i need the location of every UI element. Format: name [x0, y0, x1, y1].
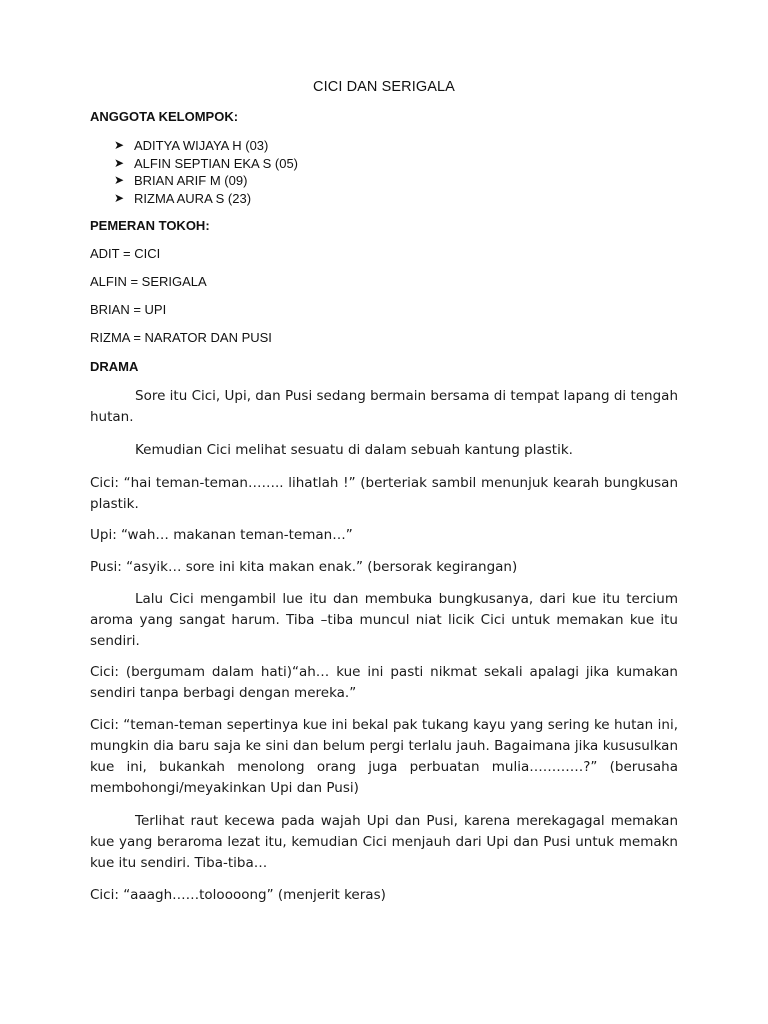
- dialogue-paragraph: Cici: (bergumam dalam hati)“ah… kue ini pasti nikmat sekali apalagi jika kumakan sendiri tanpa berbagi dengan mereka.”: [90, 664, 678, 701]
- narration-paragraph: Kemudian Cici melihat sesuatu di dalam sebuah kantung plastik.: [135, 442, 573, 458]
- narration-paragraph: Sore itu Cici, Upi, dan Pusi sedang bermain bersama di tempat lapang di tengah hutan.: [90, 388, 678, 425]
- list-item: ➤ RIZMA AURA S (23): [114, 190, 252, 206]
- cast-heading: PEMERAN TOKOH:: [90, 218, 210, 233]
- dialogue-paragraph: Cici: “teman-teman sepertinya kue ini bekal pak tukang kayu yang sering ke hutan ini, mungkin dia baru saja ke sini dan belum pergi terlalu jauh. Bagaimana jika kususulkan kue ini, bukankah menolong orang juga perbuatan mulia…………?” (berusaha membohongi/meyakinkan Upi dan Pusi): [90, 717, 678, 796]
- cast-line: RIZMA = NARATOR DAN PUSI: [90, 330, 272, 345]
- dialogue-paragraph: Pusi: “asyik… sore ini kita makan enak.” (bersorak kegirangan): [90, 559, 518, 575]
- dialogue-paragraph: Cici: “aaagh……toloooong” (menjerit keras): [90, 887, 386, 903]
- members-heading: ANGGOTA KELOMPOK:: [90, 109, 239, 124]
- drama-heading: DRAMA: [90, 359, 139, 374]
- dialogue-paragraph: Cici: “hai teman-teman…….. lihatlah !” (berteriak sambil menunjuk kearah bungkusan plastik.: [90, 475, 678, 512]
- list-item: ➤ ALFIN SEPTIAN EKA S (05): [114, 155, 298, 171]
- document-title: CICI DAN SERIGALA: [313, 79, 455, 95]
- arrow-bullet-icon: ➤: [114, 138, 125, 152]
- arrow-bullet-icon: ➤: [114, 190, 125, 205]
- list-item: ➤ BRIAN ARIF M (09): [114, 173, 248, 188]
- arrow-bullet-icon: ➤: [114, 173, 125, 187]
- cast-line: BRIAN = UPI: [90, 302, 167, 317]
- arrow-bullet-icon: ➤: [114, 155, 125, 170]
- cast-line: ADIT = CICI: [90, 246, 161, 261]
- dialogue-paragraph: Upi: “wah… makanan teman-teman…”: [90, 527, 353, 543]
- narration-paragraph: Lalu Cici mengambil lue itu dan membuka bungkusanya, dari kue itu tercium aroma yang sangat harum. Tiba –tiba muncul niat licik Cici untuk memakan kue itu sendiri.: [90, 591, 678, 649]
- list-item: ➤ ADITYA WIJAYA H (03): [114, 138, 269, 153]
- narration-paragraph: Terlihat raut kecewa pada wajah Upi dan Pusi, karena merekagagal memakan kue yang beraroma lezat itu, kemudian Cici menjauh dari Upi dan Pusi untuk memakn kue itu sendiri. Tiba-tiba…: [90, 813, 678, 871]
- cast-line: ALFIN = SERIGALA: [90, 274, 207, 289]
- members-list: [90, 137, 490, 207]
